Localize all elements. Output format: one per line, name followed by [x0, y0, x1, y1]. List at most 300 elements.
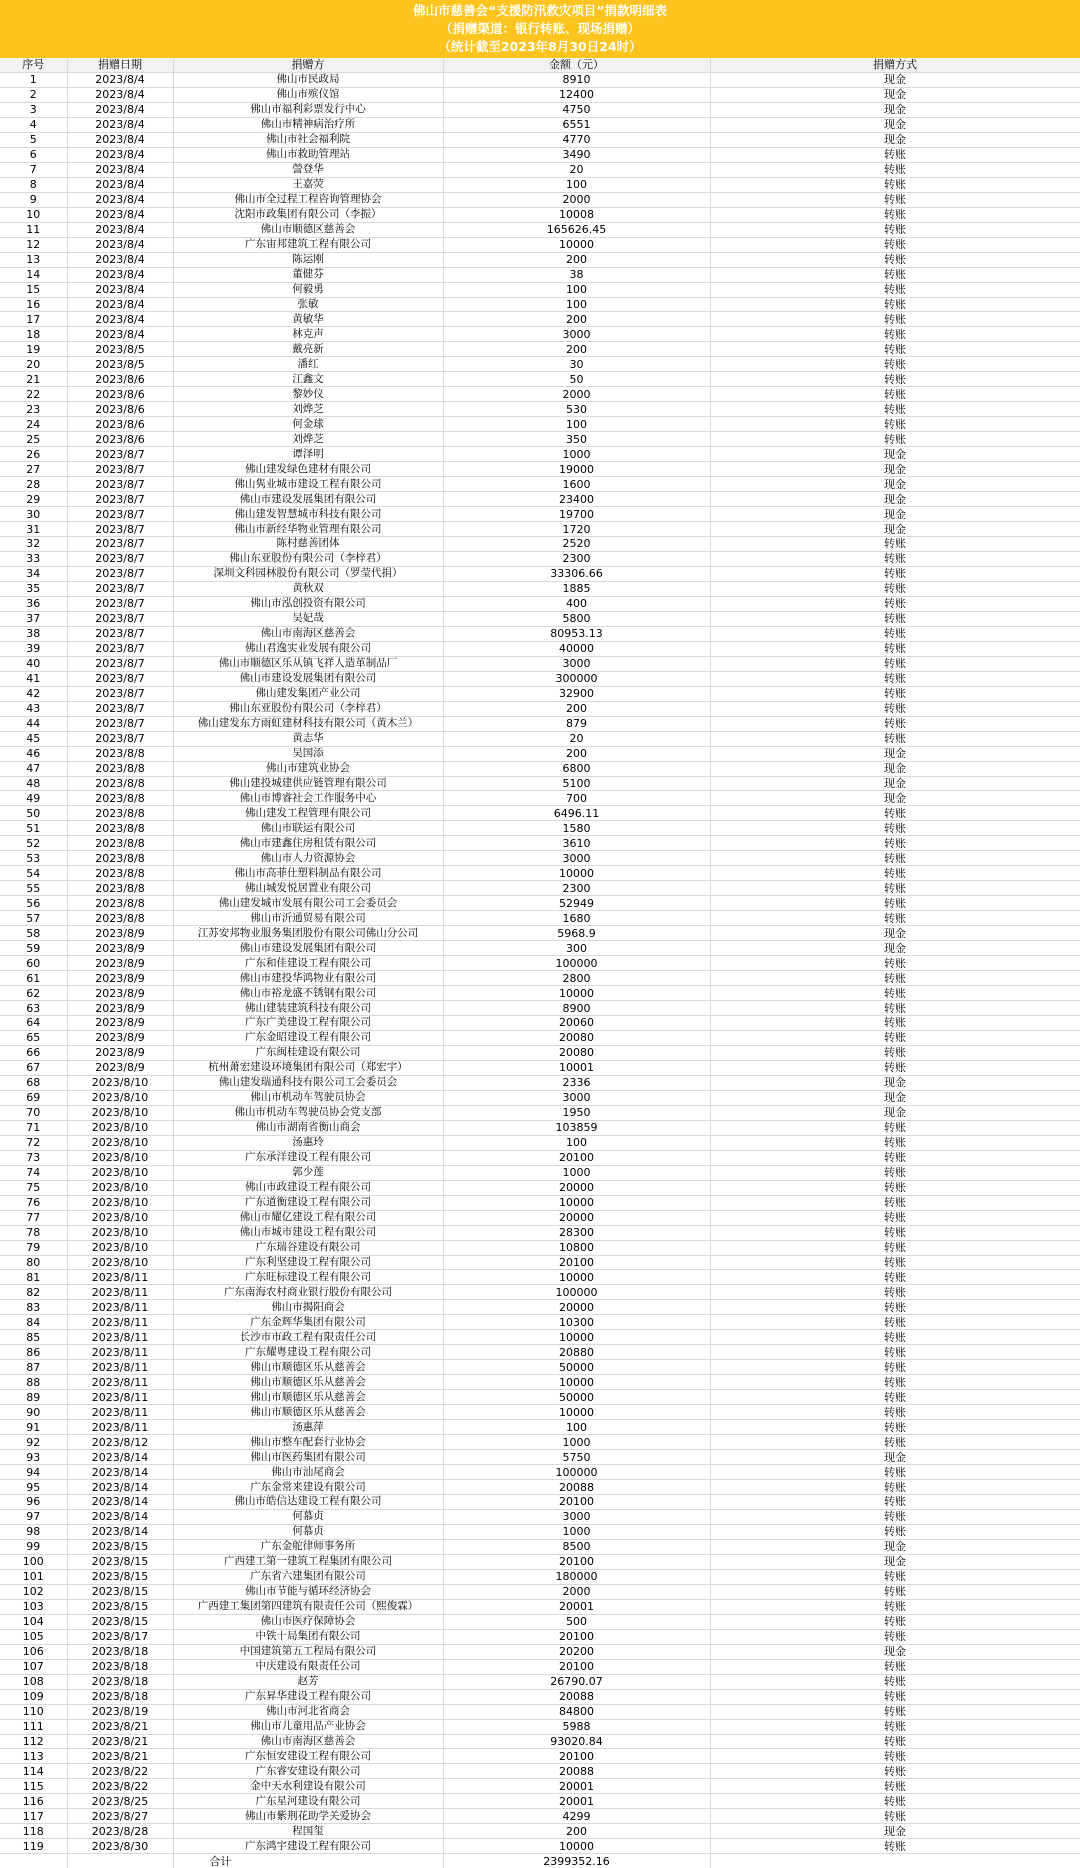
table-row	[0, 596, 1080, 611]
cell-index: 14	[0, 267, 67, 282]
cell-method: 现金	[710, 926, 1080, 941]
table-row	[0, 956, 1080, 971]
cell-date: 2023/8/9	[67, 971, 173, 986]
table-row	[0, 1345, 1080, 1360]
cell-date: 2023/8/10	[67, 1165, 173, 1180]
cell-index: 49	[0, 791, 67, 806]
cell-method: 转账	[710, 806, 1080, 821]
cell-amount: 8910	[443, 72, 710, 87]
cell-date: 2023/8/4	[67, 312, 173, 327]
table-row	[0, 1195, 1080, 1210]
cell-amount: 50000	[443, 1360, 710, 1375]
cell-date: 2023/8/19	[67, 1704, 173, 1719]
cell-index: 82	[0, 1285, 67, 1300]
cell-amount: 4299	[443, 1809, 710, 1824]
cell-method: 转账	[710, 1165, 1080, 1180]
cell-date: 2023/8/21	[67, 1734, 173, 1749]
cell-method: 现金	[710, 462, 1080, 477]
cell-donor: 佛山市儿童用品产业协会	[173, 1719, 443, 1734]
cell-method: 转账	[710, 596, 1080, 611]
cell-index: 102	[0, 1584, 67, 1599]
cell-index: 117	[0, 1809, 67, 1824]
cell-amount: 20088	[443, 1764, 710, 1779]
cell-method: 转账	[710, 1060, 1080, 1075]
table-row	[0, 821, 1080, 836]
table-row	[0, 701, 1080, 716]
cell-method: 转账	[710, 1674, 1080, 1689]
cell-index: 9	[0, 192, 67, 207]
table-row	[0, 327, 1080, 342]
header-date: 捐赠日期	[67, 58, 173, 72]
table-row	[0, 1180, 1080, 1195]
cell-method: 转账	[710, 282, 1080, 297]
cell-donor: 中国建筑第五工程局有限公司	[173, 1644, 443, 1659]
cell-index: 100	[0, 1554, 67, 1569]
cell-donor: 佛山东亚股份有限公司（李梓君）	[173, 551, 443, 566]
cell-date: 2023/8/11	[67, 1330, 173, 1345]
table-row	[0, 581, 1080, 596]
cell-date: 2023/8/10	[67, 1120, 173, 1135]
cell-donor: 广西建工集团第四建筑有限责任公司（熙俊霖）	[173, 1599, 443, 1614]
cell-amount: 20880	[443, 1345, 710, 1360]
cell-donor: 佛山市机动车驾驶员协会党支部	[173, 1105, 443, 1120]
cell-amount: 10000	[443, 1839, 710, 1854]
cell-donor: 广东恒安建设工程有限公司	[173, 1749, 443, 1764]
cell-date: 2023/8/15	[67, 1539, 173, 1554]
total-row	[0, 1854, 1080, 1868]
cell-donor: 刘烨芝	[173, 432, 443, 447]
cell-index: 95	[0, 1480, 67, 1495]
cell-index: 29	[0, 492, 67, 507]
cell-index: 84	[0, 1315, 67, 1330]
table-row	[0, 1135, 1080, 1150]
cell-method: 转账	[710, 1270, 1080, 1285]
cell-index: 18	[0, 327, 67, 342]
cell-index: 25	[0, 432, 67, 447]
cell-date: 2023/8/4	[67, 252, 173, 267]
cell-date: 2023/8/8	[67, 806, 173, 821]
cell-date: 2023/8/10	[67, 1090, 173, 1105]
cell-amount: 5100	[443, 776, 710, 791]
cell-date: 2023/8/4	[67, 117, 173, 132]
cell-method: 转账	[710, 1405, 1080, 1420]
cell-index: 62	[0, 986, 67, 1001]
cell-method: 转账	[710, 701, 1080, 716]
table-row	[0, 836, 1080, 851]
cell-amount: 2336	[443, 1075, 710, 1090]
table-row	[0, 866, 1080, 881]
cell-donor: 广东旺标建设工程有限公司	[173, 1270, 443, 1285]
cell-date: 2023/8/4	[67, 207, 173, 222]
cell-amount: 100000	[443, 956, 710, 971]
cell-donor: 佛山建投城建供应链管理有限公司	[173, 776, 443, 791]
cell-donor: 佛山市救助管理站	[173, 147, 443, 162]
cell-index: 115	[0, 1779, 67, 1794]
table-row	[0, 1779, 1080, 1794]
cell-amount: 20100	[443, 1629, 710, 1644]
table-row	[0, 1285, 1080, 1300]
cell-amount: 200	[443, 746, 710, 761]
cell-index: 13	[0, 252, 67, 267]
cell-donor: 佛山市河北省商会	[173, 1704, 443, 1719]
cell-method: 转账	[710, 1749, 1080, 1764]
cell-date: 2023/8/9	[67, 1030, 173, 1045]
cell-index: 59	[0, 941, 67, 956]
cell-method: 转账	[710, 1135, 1080, 1150]
cell-method: 转账	[710, 1045, 1080, 1060]
table-row	[0, 1150, 1080, 1165]
cell-amount: 20100	[443, 1495, 710, 1510]
cell-date: 2023/8/9	[67, 986, 173, 1001]
cell-date: 2023/8/25	[67, 1794, 173, 1809]
cell-donor: 佛山建发东方雨虹建材科技有限公司（黄木兰）	[173, 716, 443, 731]
table-row	[0, 926, 1080, 941]
cell-donor: 佛山市建设发展集团有限公司	[173, 941, 443, 956]
cell-method: 现金	[710, 776, 1080, 791]
cell-date: 2023/8/5	[67, 357, 173, 372]
cell-method: 转账	[710, 1120, 1080, 1135]
cell-date: 2023/8/8	[67, 761, 173, 776]
cell-date: 2023/8/7	[67, 656, 173, 671]
cell-donor: 黎妙仪	[173, 387, 443, 402]
cell-index: 70	[0, 1105, 67, 1120]
table-row	[0, 1120, 1080, 1135]
cell-amount: 20100	[443, 1255, 710, 1270]
table-row	[0, 1674, 1080, 1689]
cell-amount: 20100	[443, 1659, 710, 1674]
table-row	[0, 1225, 1080, 1240]
cell-amount: 3000	[443, 1509, 710, 1524]
table-row	[0, 417, 1080, 432]
cell-amount: 180000	[443, 1569, 710, 1584]
cell-date: 2023/8/10	[67, 1225, 173, 1240]
cell-amount: 1680	[443, 911, 710, 926]
cell-index: 63	[0, 1001, 67, 1016]
cell-index: 6	[0, 147, 67, 162]
table-row	[0, 1839, 1080, 1854]
cell-donor: 佛山君逸实业发展有限公司	[173, 641, 443, 656]
cell-amount: 200	[443, 312, 710, 327]
cell-method: 转账	[710, 312, 1080, 327]
cell-date: 2023/8/7	[67, 581, 173, 596]
table-row	[0, 1030, 1080, 1045]
cell-donor: 广东道衡建设工程有限公司	[173, 1195, 443, 1210]
cell-index: 67	[0, 1060, 67, 1075]
cell-donor: 黄秋双	[173, 581, 443, 596]
cell-date: 2023/8/4	[67, 132, 173, 147]
cell-date: 2023/8/7	[67, 686, 173, 701]
cell-method: 转账	[710, 881, 1080, 896]
cell-amount: 350	[443, 432, 710, 447]
cell-amount: 10000	[443, 1270, 710, 1285]
cell-index: 50	[0, 806, 67, 821]
table-row	[0, 656, 1080, 671]
cell-method: 转账	[710, 1390, 1080, 1405]
cell-date: 2023/8/30	[67, 1839, 173, 1854]
cell-date: 2023/8/10	[67, 1195, 173, 1210]
cell-method: 转账	[710, 252, 1080, 267]
cell-donor: 佛山市顺德区乐从慈善会	[173, 1375, 443, 1390]
cell-donor: 佛山市沂通贸易有限公司	[173, 911, 443, 926]
cell-index: 64	[0, 1016, 67, 1031]
cell-method: 转账	[710, 1435, 1080, 1450]
cell-date: 2023/8/4	[67, 87, 173, 102]
cell-index: 41	[0, 671, 67, 686]
cell-donor: 广东星河建设有限公司	[173, 1794, 443, 1809]
total-spacer	[0, 1854, 67, 1868]
cell-amount: 20088	[443, 1689, 710, 1704]
cell-method: 转账	[710, 1614, 1080, 1629]
cell-index: 98	[0, 1524, 67, 1539]
cell-index: 114	[0, 1764, 67, 1779]
cell-index: 33	[0, 551, 67, 566]
table-row	[0, 986, 1080, 1001]
cell-date: 2023/8/15	[67, 1614, 173, 1629]
cell-amount: 84800	[443, 1704, 710, 1719]
cell-method: 转账	[710, 1030, 1080, 1045]
cell-amount: 20	[443, 731, 710, 746]
cell-donor: 佛山市耀亿建设工程有限公司	[173, 1210, 443, 1225]
cell-amount: 38	[443, 267, 710, 282]
cell-amount: 3000	[443, 851, 710, 866]
cell-donor: 佛山市顺德区乐从慈善会	[173, 1360, 443, 1375]
cell-date: 2023/8/28	[67, 1824, 173, 1839]
table-row	[0, 1569, 1080, 1584]
donation-table	[0, 58, 1080, 1868]
table-row	[0, 1794, 1080, 1809]
cell-date: 2023/8/21	[67, 1749, 173, 1764]
cell-donor: 佛山市紫荆花助学关爱协会	[173, 1809, 443, 1824]
cell-index: 74	[0, 1165, 67, 1180]
cell-method: 转账	[710, 387, 1080, 402]
cell-method: 转账	[710, 686, 1080, 701]
cell-donor: 广东睿安建设有限公司	[173, 1764, 443, 1779]
cell-amount: 40000	[443, 641, 710, 656]
cell-index: 116	[0, 1794, 67, 1809]
cell-date: 2023/8/22	[67, 1779, 173, 1794]
cell-date: 2023/8/7	[67, 716, 173, 731]
cell-index: 94	[0, 1465, 67, 1480]
title-banner	[0, 0, 1080, 58]
cell-amount: 10000	[443, 237, 710, 252]
table-row	[0, 1704, 1080, 1719]
cell-date: 2023/8/11	[67, 1390, 173, 1405]
cell-index: 87	[0, 1360, 67, 1375]
cell-method: 转账	[710, 1509, 1080, 1524]
table-header-row	[0, 58, 1080, 72]
cell-date: 2023/8/7	[67, 447, 173, 462]
cell-donor: 佛山市湖南省衡山商会	[173, 1120, 443, 1135]
cell-index: 44	[0, 716, 67, 731]
cell-donor: 广东鸿宇建设工程有限公司	[173, 1839, 443, 1854]
cell-donor: 广东金舵律师事务所	[173, 1539, 443, 1554]
cell-donor: 佛山建发城市发展有限公司工会委员会	[173, 896, 443, 911]
cell-method: 转账	[710, 537, 1080, 552]
cell-date: 2023/8/14	[67, 1524, 173, 1539]
cell-donor: 广东金辉华集团有限公司	[173, 1315, 443, 1330]
cell-donor: 广东耀粤建设工程有限公司	[173, 1345, 443, 1360]
cell-method: 转账	[710, 1764, 1080, 1779]
cell-date: 2023/8/4	[67, 297, 173, 312]
table-row	[0, 626, 1080, 641]
cell-amount: 10000	[443, 1375, 710, 1390]
table-row	[0, 1824, 1080, 1839]
cell-method: 现金	[710, 1090, 1080, 1105]
table-row	[0, 87, 1080, 102]
cell-method: 现金	[710, 492, 1080, 507]
cell-method: 转账	[710, 1345, 1080, 1360]
cell-date: 2023/8/9	[67, 1001, 173, 1016]
cell-amount: 100	[443, 417, 710, 432]
cell-method: 现金	[710, 447, 1080, 462]
cell-amount: 2000	[443, 387, 710, 402]
cell-amount: 20100	[443, 1150, 710, 1165]
cell-donor: 吴国添	[173, 746, 443, 761]
cell-index: 15	[0, 282, 67, 297]
cell-date: 2023/8/6	[67, 417, 173, 432]
cell-donor: 董健芬	[173, 267, 443, 282]
table-row	[0, 162, 1080, 177]
cell-method: 转账	[710, 866, 1080, 881]
cell-date: 2023/8/8	[67, 881, 173, 896]
cell-index: 16	[0, 297, 67, 312]
table-row	[0, 851, 1080, 866]
table-row	[0, 477, 1080, 492]
table-row	[0, 1554, 1080, 1569]
cell-date: 2023/8/15	[67, 1584, 173, 1599]
table-row	[0, 72, 1080, 87]
cell-date: 2023/8/21	[67, 1719, 173, 1734]
cell-index: 107	[0, 1659, 67, 1674]
cell-method: 现金	[710, 941, 1080, 956]
cell-index: 3	[0, 102, 67, 117]
cell-date: 2023/8/8	[67, 851, 173, 866]
table-row	[0, 132, 1080, 147]
cell-donor: 何慕贞	[173, 1509, 443, 1524]
cell-index: 27	[0, 462, 67, 477]
cell-amount: 5988	[443, 1719, 710, 1734]
cell-date: 2023/8/22	[67, 1764, 173, 1779]
cell-date: 2023/8/10	[67, 1240, 173, 1255]
cell-method: 转账	[710, 1524, 1080, 1539]
cell-amount: 20001	[443, 1779, 710, 1794]
table-row	[0, 881, 1080, 896]
cell-method: 转账	[710, 192, 1080, 207]
cell-amount: 5800	[443, 611, 710, 626]
cell-method: 转账	[710, 417, 1080, 432]
cell-donor: 深圳文科园林股份有限公司（罗莹代捐）	[173, 566, 443, 581]
cell-date: 2023/8/6	[67, 372, 173, 387]
cell-date: 2023/8/14	[67, 1509, 173, 1524]
table-row	[0, 1016, 1080, 1031]
cell-date: 2023/8/7	[67, 551, 173, 566]
cell-amount: 20100	[443, 1554, 710, 1569]
cell-amount: 20000	[443, 1180, 710, 1195]
cell-method: 转账	[710, 207, 1080, 222]
cell-method: 转账	[710, 222, 1080, 237]
cell-date: 2023/8/9	[67, 1016, 173, 1031]
table-row	[0, 1001, 1080, 1016]
cell-donor: 张敏	[173, 297, 443, 312]
cell-amount: 33306.66	[443, 566, 710, 581]
cell-index: 88	[0, 1375, 67, 1390]
table-row	[0, 282, 1080, 297]
cell-method: 现金	[710, 132, 1080, 147]
cell-donor: 广西建工第一建筑工程集团有限公司	[173, 1554, 443, 1569]
cell-index: 109	[0, 1689, 67, 1704]
cell-method: 转账	[710, 1255, 1080, 1270]
cell-amount: 1885	[443, 581, 710, 596]
cell-index: 96	[0, 1495, 67, 1510]
table-row	[0, 462, 1080, 477]
cell-amount: 879	[443, 716, 710, 731]
cell-donor: 佛山市揭阳商会	[173, 1300, 443, 1315]
cell-amount: 20001	[443, 1599, 710, 1614]
cell-date: 2023/8/18	[67, 1689, 173, 1704]
cell-date: 2023/8/14	[67, 1465, 173, 1480]
cell-amount: 20080	[443, 1030, 710, 1045]
cell-donor: 沈阳市政集团有限公司（李振）	[173, 207, 443, 222]
cell-index: 99	[0, 1539, 67, 1554]
cell-method: 转账	[710, 971, 1080, 986]
cell-index: 79	[0, 1240, 67, 1255]
cell-index: 40	[0, 656, 67, 671]
cell-method: 现金	[710, 522, 1080, 537]
cell-donor: 佛山东亚股份有限公司（李梓君）	[173, 701, 443, 716]
cell-donor: 吴妃哉	[173, 611, 443, 626]
cell-donor: 佛山市城市建设工程有限公司	[173, 1225, 443, 1240]
cell-date: 2023/8/12	[67, 1435, 173, 1450]
sheet-subtitle-date: （统计截至2023年8月30日24时）	[438, 39, 642, 54]
cell-date: 2023/8/9	[67, 941, 173, 956]
cell-index: 54	[0, 866, 67, 881]
cell-method: 转账	[710, 1659, 1080, 1674]
table-row	[0, 342, 1080, 357]
table-row	[0, 1465, 1080, 1480]
cell-method: 现金	[710, 1824, 1080, 1839]
cell-donor: 佛山建发工程管理有限公司	[173, 806, 443, 821]
cell-index: 68	[0, 1075, 67, 1090]
cell-amount: 30	[443, 357, 710, 372]
cell-donor: 何慕贞	[173, 1524, 443, 1539]
cell-donor: 佛山市建鑫住房租赁有限公司	[173, 836, 443, 851]
table-row	[0, 1060, 1080, 1075]
cell-amount: 3000	[443, 327, 710, 342]
cell-method: 转账	[710, 1285, 1080, 1300]
cell-method: 现金	[710, 746, 1080, 761]
cell-donor: 佛山市顺德区乐从镇飞祥人造革制品厂	[173, 656, 443, 671]
cell-date: 2023/8/8	[67, 896, 173, 911]
cell-method: 转账	[710, 1016, 1080, 1031]
cell-date: 2023/8/5	[67, 342, 173, 357]
cell-method: 转账	[710, 671, 1080, 686]
cell-amount: 10000	[443, 1330, 710, 1345]
table-row	[0, 1270, 1080, 1285]
cell-method: 转账	[710, 327, 1080, 342]
cell-method: 转账	[710, 1360, 1080, 1375]
cell-donor: 佛山市顺德区乐从慈善会	[173, 1390, 443, 1405]
cell-index: 85	[0, 1330, 67, 1345]
table-row	[0, 1524, 1080, 1539]
cell-index: 71	[0, 1120, 67, 1135]
cell-donor: 佛山市新经华物业管理有限公司	[173, 522, 443, 537]
cell-index: 26	[0, 447, 67, 462]
cell-method: 转账	[710, 731, 1080, 746]
cell-method: 转账	[710, 1794, 1080, 1809]
cell-method: 转账	[710, 1584, 1080, 1599]
cell-method: 转账	[710, 836, 1080, 851]
header-donor: 捐赠方	[173, 58, 443, 72]
